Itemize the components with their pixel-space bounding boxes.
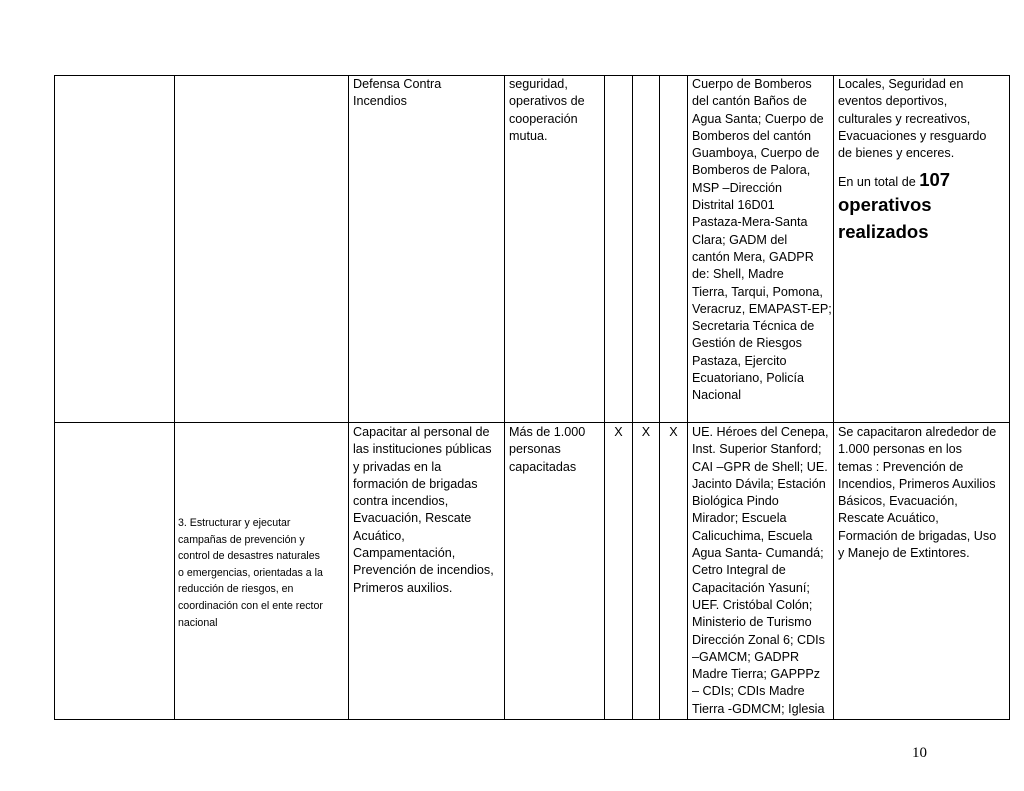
row1-results-text: Locales, Seguridad en eventos deportivos, culturales y recreativos, Evacuaciones y resguardo de bienes y enceres.	[838, 77, 987, 161]
row1-results-cell	[838, 76, 1008, 420]
row2-objective-cell: 3. Estructurar y ejecutar campañas de prevención y control de desastres naturales o emergencias, orientadas a la reducción de riesgos, en coordinación con el ente rector nacional	[178, 517, 323, 629]
row1-col1-cell	[58, 77, 170, 419]
row2-mark-2: X	[641, 425, 651, 439]
row2-results-cell: Se capacitaron alrededor de 1.000 personas en los temas : Prevención de Incendios, Primeros Auxilios Básicos, Evacuación, Rescate Acuático, Formación de brigadas, Uso y Manejo de Extintores.	[838, 425, 997, 561]
total-number: 107	[919, 169, 951, 191]
total-prefix: En un total de	[838, 175, 920, 190]
activity-table	[54, 75, 1010, 720]
row1-participants-cell: Cuerpo de Bomberos del cantón Baños de Agua Santa; Cuerpo de Bomberos del cantón Guamboya, Cuerpo de Bomberos de Palora, MSP –Dirección Distrital 16D01 Pastaza-Mera-Santa Clara; GADM del cantón Mera, GADPR de: Shell, Madre Tierra, Tarqui, Pomona, Veracruz, EMAPAST-EP; Secretaria Técnica de Gestión de Riesgos Pastaza, Ejercito Ecuatoriano, Policía Nacional	[692, 77, 832, 403]
row1-col2-cell	[178, 77, 344, 419]
total-operations-line	[838, 166, 1008, 193]
row1-activity-cell: Defensa Contra Incendios	[353, 77, 442, 109]
row2-activity-cell: Capacitar al personal de las instituciones públicas y privadas en la formación de brigadas contra incendios, Evacuación, Rescate Acuático, Campamentación, Prevención de incendios, Primeros auxilios.	[353, 425, 494, 595]
row2-participants-cell: UE. Héroes del Cenepa, Inst. Superior Stanford; CAI –GPR de Shell; UE. Jacinto Dávila; Estación Biológica Pindo Mirador; Escuela Calicuchima, Escuela Agua Santa- Cumandá; Cetro Integral de Capacitación Yasuní; UEF. Cristóbal Colón; Ministerio de Turismo Dirección Zonal 6; CDIs –GAMCM; GADPR Madre Tierra; GAPPPz – CDIs; CDIs Madre Tierra -GDMCM; Iglesia	[692, 425, 829, 716]
page-number: 10	[912, 745, 927, 761]
row2-mark-3: X	[669, 425, 678, 439]
row1-indicator-cell: seguridad, operativos de cooperación mutua.	[509, 77, 585, 143]
total-label: operativos realizados	[838, 194, 932, 243]
row2-col1-cell	[58, 425, 170, 717]
row2-indicator-cell: Más de 1.000 personas capacitadas	[509, 425, 586, 474]
row2-mark-1: X	[614, 425, 623, 439]
